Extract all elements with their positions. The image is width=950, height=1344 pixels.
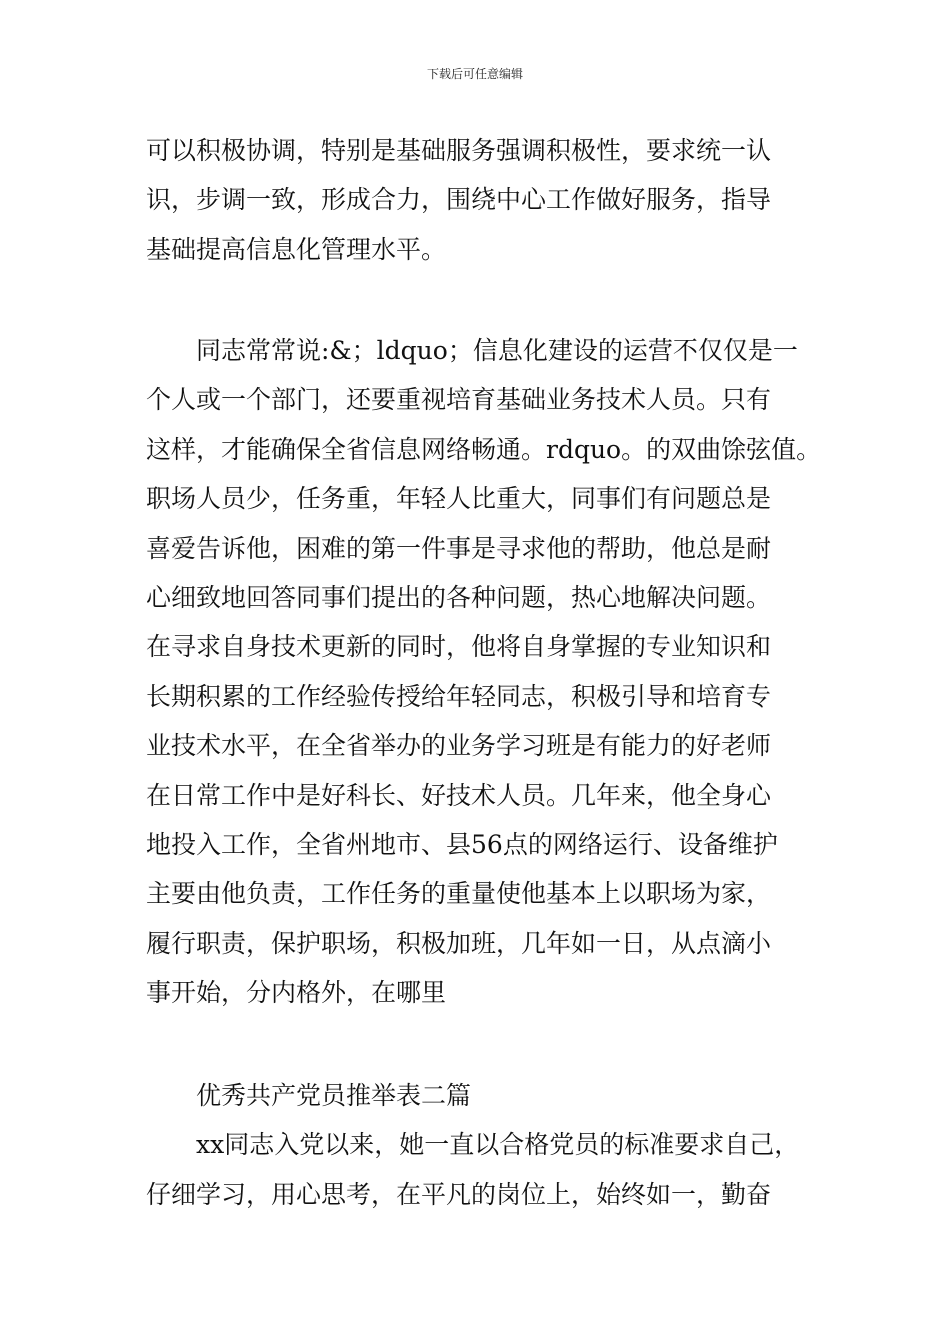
text-line: 事开始，分内格外，在哪里: [146, 978, 447, 1008]
text-line: 喜爱告诉他，困难的第一件事是寻求他的帮助，他总是耐: [146, 533, 772, 563]
text-line: 职场人员少，任务重，年轻人比重大，同事们有问题总是: [146, 484, 772, 514]
paragraph-1: [146, 126, 826, 274]
text-line: 长期积累的工作经验传授给年轻同志，积极引导和培育专: [146, 681, 772, 711]
text-line: 地投入工作，全省州地市、县56点的网络运行、设备维护: [146, 829, 778, 859]
text-line: 可以积极协调，特别是基础服务强调积极性，要求统一认: [146, 136, 772, 165]
section-recommendation: [146, 1071, 826, 1219]
text-line: 业技术水平，在全省举办的业务学习班是有能力的好老师: [146, 731, 772, 761]
text-line: 在寻求自身技术更新的同时，他将自身掌握的专业知识和: [146, 632, 772, 662]
text-line: 主要由他负责，工作任务的重量使他基本上以职场为家，: [146, 879, 772, 909]
text-line: 仔细学习，用心思考，在平凡的岗位上，始终如一，勤奋: [146, 1179, 772, 1209]
text-line: 个人或一个部门，还要重视培育基础业务技术人员。只有: [146, 385, 772, 415]
text-line: 这样，才能确保全省信息网络畅通。rdquo。的双曲馀弦值。: [146, 434, 822, 464]
text-line: 履行职责，保护职场，积极加班，几年如一日，从点滴小: [146, 928, 772, 958]
text-line: 同志常常说:&；ldquo；信息化建设的运营不仅仅是一: [196, 336, 798, 365]
paragraph-2: [146, 326, 826, 1017]
text-line: 在日常工作中是好科长、好技术人员。几年来，他全身心: [146, 780, 772, 810]
text-line: 识，步调一致，形成合力，围绕中心工作做好服务，指导: [146, 185, 772, 215]
text-line: xx同志入党以来，她一直以合格党员的标准要求自己，: [196, 1130, 800, 1160]
text-line: 基础提高信息化管理水平。: [146, 234, 447, 264]
section-title: 优秀共产党员推举表二篇: [196, 1081, 472, 1110]
page-header: 下载后可任意编辑: [426, 67, 523, 81]
text-line: 心细致地回答同事们提出的各种问题，热心地解决问题。: [146, 582, 772, 612]
